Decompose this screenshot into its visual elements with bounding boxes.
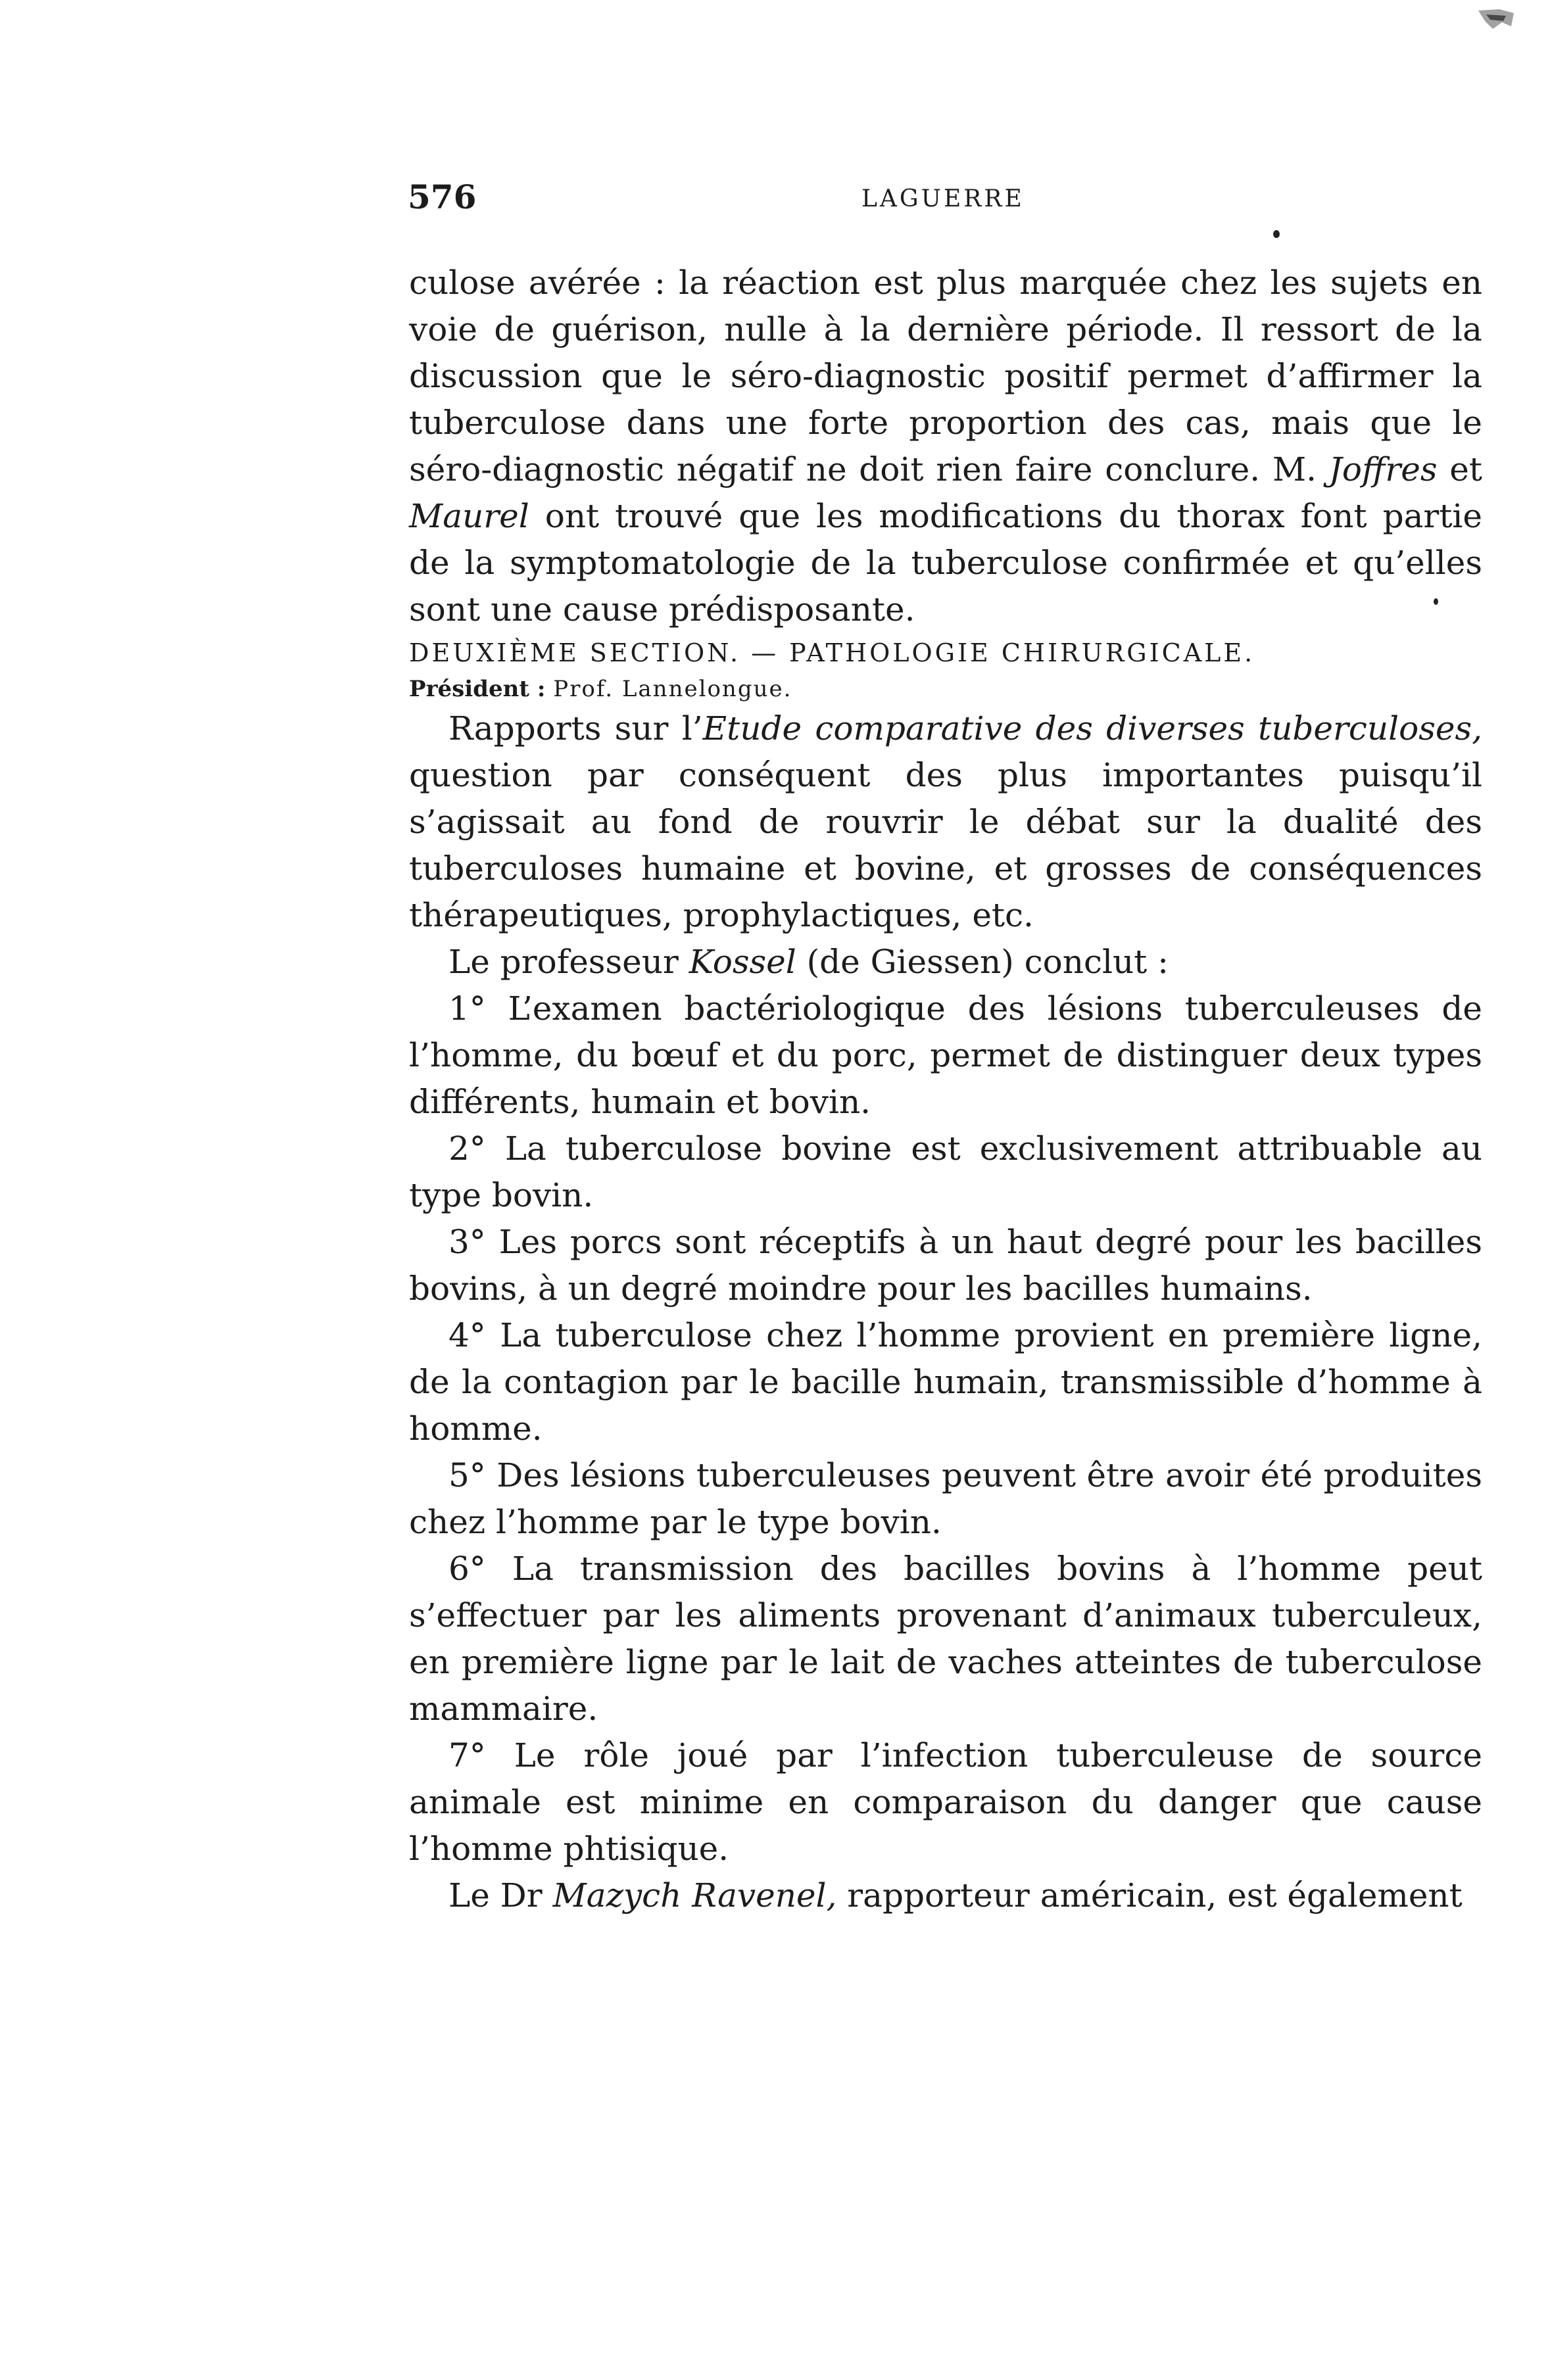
conclusion-item: 4° La tuberculose chez l’homme provient en première ligne, de la contagion par le bacille humain, transmissible d’homme à homme. [409, 1316, 1482, 1448]
ink-speck [1273, 230, 1280, 238]
conclusion-item: 6° La transmission des bacilles bovins à l’homme peut s’effectuer par les aliments provenant d’animaux tuberculeux, en première ligne par le lait de vaches atteintes de tuberculose mammaire. [409, 1550, 1482, 1728]
section-heading: DEUXIÈME SECTION. — PATHOLOGIE CHIRURGICALE. [409, 638, 1255, 667]
author-name: Maurel [409, 497, 529, 535]
report-title: Etude comparative des diverses tuberculoses, [702, 709, 1483, 748]
paragraph: Le Dr Mazych Ravenel, rapporteur américain, est également [448, 1876, 1463, 1915]
president-line: Président : Prof. Lannelongue. [409, 676, 792, 702]
paragraph: Le professeur Kossel (de Giessen) conclut : [448, 943, 1169, 981]
paragraph: culose avérée : la réaction est plus marquée chez les sujets en voie de guérison, nulle à la dernière période. Il ressort de la discussion que le séro-diagnostic positif permet d’affirmer la tuberculose dans une forte proportion des cas, mais que le séro-diagnostic négatif ne doit rien faire conclure. M. Joffres et Maurel ont trouvé que les modifications du thorax font partie de la symptomatologie de la tuberculose confirmée et qu’elles sont une cause prédisposante. [409, 264, 1482, 629]
page-header [408, 178, 1486, 230]
scan-artifact [1473, 7, 1519, 33]
author-name: Mazych Ravenel, [552, 1876, 837, 1915]
page-text [409, 260, 1482, 1919]
conclusion-item: 7° Le rôle joué par l’infection tuberculeuse de source animale est minime en comparaison du danger que cause l’homme phtisique. [409, 1736, 1482, 1868]
conclusion-item: 3° Les porcs sont réceptifs à un haut degré pour les bacilles bovins, à un degré moindre pour les bacilles humains. [409, 1223, 1482, 1308]
author-name: Joffres [1328, 450, 1438, 488]
paragraph: Rapports sur l’Etude comparative des diverses tuberculoses, question par conséquent des plus importantes puisqu’il s’agissait au fond de rouvrir le débat sur la dualité des tuberculoses humaine et bovine, et grosses de conséquences thérapeutiques, prophylactiques, etc. [409, 709, 1483, 934]
running-head: LAGUERRE [861, 185, 1025, 212]
page-number: 576 [408, 178, 477, 216]
conclusion-item: 1° L’examen bactériologique des lésions tuberculeuses de l’homme, du bœuf et du porc, permet de distinguer deux types différents, humain et bovin. [409, 989, 1482, 1121]
author-name: Kossel [689, 943, 796, 981]
conclusion-item: 2° La tuberculose bovine est exclusivement attribuable au type bovin. [409, 1130, 1482, 1214]
conclusion-item: 5° Des lésions tuberculeuses peuvent être avoir été produites chez l’homme par le type bovin. [409, 1456, 1482, 1541]
